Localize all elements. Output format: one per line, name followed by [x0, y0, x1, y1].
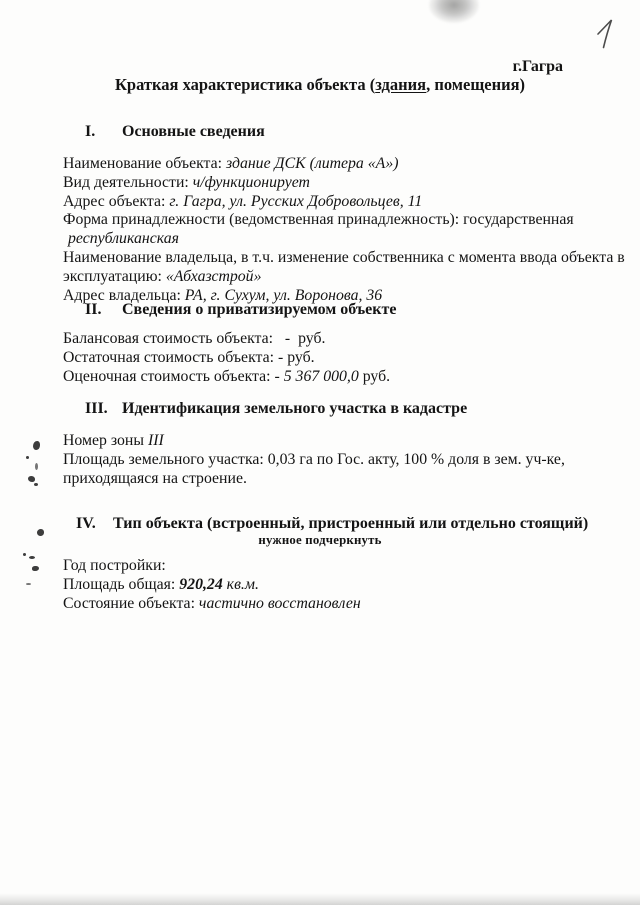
- field-value: «Абхазстрой»: [165, 267, 262, 285]
- field-label: приходящаяся на строение.: [63, 469, 247, 487]
- field-label: Площадь общая:: [63, 575, 180, 593]
- ink-speck: [34, 483, 38, 486]
- ink-speck: [37, 529, 44, 536]
- field-label: Наименование владельца, в т.ч. изменение собственника с момента ввода объекта в: [63, 248, 625, 266]
- field-label: эксплуатацию:: [63, 267, 166, 285]
- scan-smudge-stain: [429, 0, 479, 23]
- field-ownership-form: [63, 211, 625, 230]
- title-suffix: , помещения): [426, 75, 526, 94]
- field-object-address: [63, 193, 625, 212]
- ink-speck: [23, 553, 26, 556]
- section-1-body: [63, 155, 625, 305]
- field-zone-number: [63, 432, 565, 451]
- section-2-title: Сведения о приватизируемом объекте: [122, 301, 397, 318]
- field-label: Балансовая стоимость объекта: - руб.: [63, 330, 326, 347]
- section-1-heading: [85, 123, 265, 141]
- section-4-heading: [76, 515, 588, 533]
- field-label: Оценочная стоимость объекта: -: [63, 367, 284, 385]
- field-object-condition: [63, 595, 361, 614]
- field-label: Площадь земельного участка: 0,03 га по Гос. акту, 100 % доля в зем. уч-ке,: [63, 450, 565, 468]
- section-3-heading: [85, 400, 467, 418]
- field-value: г. Гагра, ул. Русских Добровольцев, 11: [169, 192, 423, 210]
- title-underlined-word: здания: [375, 75, 427, 94]
- ink-speck: [26, 583, 31, 585]
- section-4-numeral: IV.: [76, 515, 96, 532]
- section-1-numeral: I.: [85, 123, 96, 140]
- field-value: республиканская: [68, 230, 179, 248]
- section-4-note: нужное подчеркнуть: [258, 533, 382, 547]
- field-value-emphasis: 920,24: [179, 575, 223, 593]
- field-label: Номер зоны: [63, 432, 148, 449]
- field-value: 5 367 000,0: [283, 367, 359, 385]
- field-balance-value: [63, 330, 390, 349]
- ink-speck: [32, 566, 39, 571]
- section-4-title: Тип объекта (встроенный, пристроенный или отдельно стоящий): [113, 515, 589, 532]
- field-value: ч/функционирует: [192, 173, 310, 191]
- field-label: Год постройки:: [63, 557, 166, 574]
- field-value: частично восстановлен: [198, 594, 361, 612]
- field-label: Вид деятельности:: [63, 173, 193, 191]
- section-3-body: [63, 432, 565, 488]
- field-label: Адрес объекта:: [63, 192, 170, 210]
- scan-bottom-edge: [0, 893, 640, 905]
- section-4-body: [63, 557, 361, 613]
- field-label: Наименование объекта:: [63, 155, 226, 172]
- section-2-body: [63, 330, 390, 386]
- section-1-title: Основные сведения: [122, 123, 265, 140]
- document-title: [0, 75, 640, 95]
- field-owner-name: [63, 249, 625, 268]
- field-ownership-form-cont: [63, 230, 625, 249]
- field-estimated-value: [63, 368, 390, 387]
- field-label: Адрес владельца:: [63, 286, 185, 304]
- field-total-area: [63, 576, 361, 595]
- ink-speck: [33, 441, 40, 450]
- field-value-units: кв.м.: [222, 575, 259, 593]
- field-value: здание ДСК (литера «А»): [226, 155, 399, 172]
- field-label: Остаточная стоимость объекта: - руб.: [63, 348, 315, 366]
- field-land-area: [63, 451, 565, 470]
- handwritten-page-number: [590, 12, 620, 54]
- ink-speck: [28, 476, 35, 482]
- field-value: РА, г. Сухум, ул. Воронова, 36: [184, 286, 383, 304]
- field-suffix: руб.: [358, 367, 391, 385]
- field-label: Форма принадлежности (ведомственная принадлежность): государственная: [63, 211, 574, 229]
- ink-speck: [35, 463, 38, 470]
- ink-speck: [29, 556, 35, 559]
- field-value: III: [147, 432, 164, 449]
- field-owner-name-cont: [63, 268, 625, 287]
- field-label: Состояние объекта:: [63, 594, 199, 612]
- title-prefix: Краткая характеристика объекта (: [114, 75, 376, 94]
- section-3-numeral: III.: [85, 400, 108, 417]
- field-activity-type: [63, 174, 625, 193]
- ink-speck: [26, 456, 29, 459]
- document-city: г.Гагра: [512, 58, 563, 75]
- section-2-heading: [85, 301, 396, 319]
- field-residual-value: [63, 349, 390, 368]
- field-land-area-cont: [63, 470, 565, 489]
- field-build-year: [63, 557, 361, 576]
- field-object-name: [63, 155, 625, 174]
- section-3-title: Идентификация земельного участка в кадастре: [122, 400, 468, 417]
- section-2-numeral: II.: [85, 301, 102, 318]
